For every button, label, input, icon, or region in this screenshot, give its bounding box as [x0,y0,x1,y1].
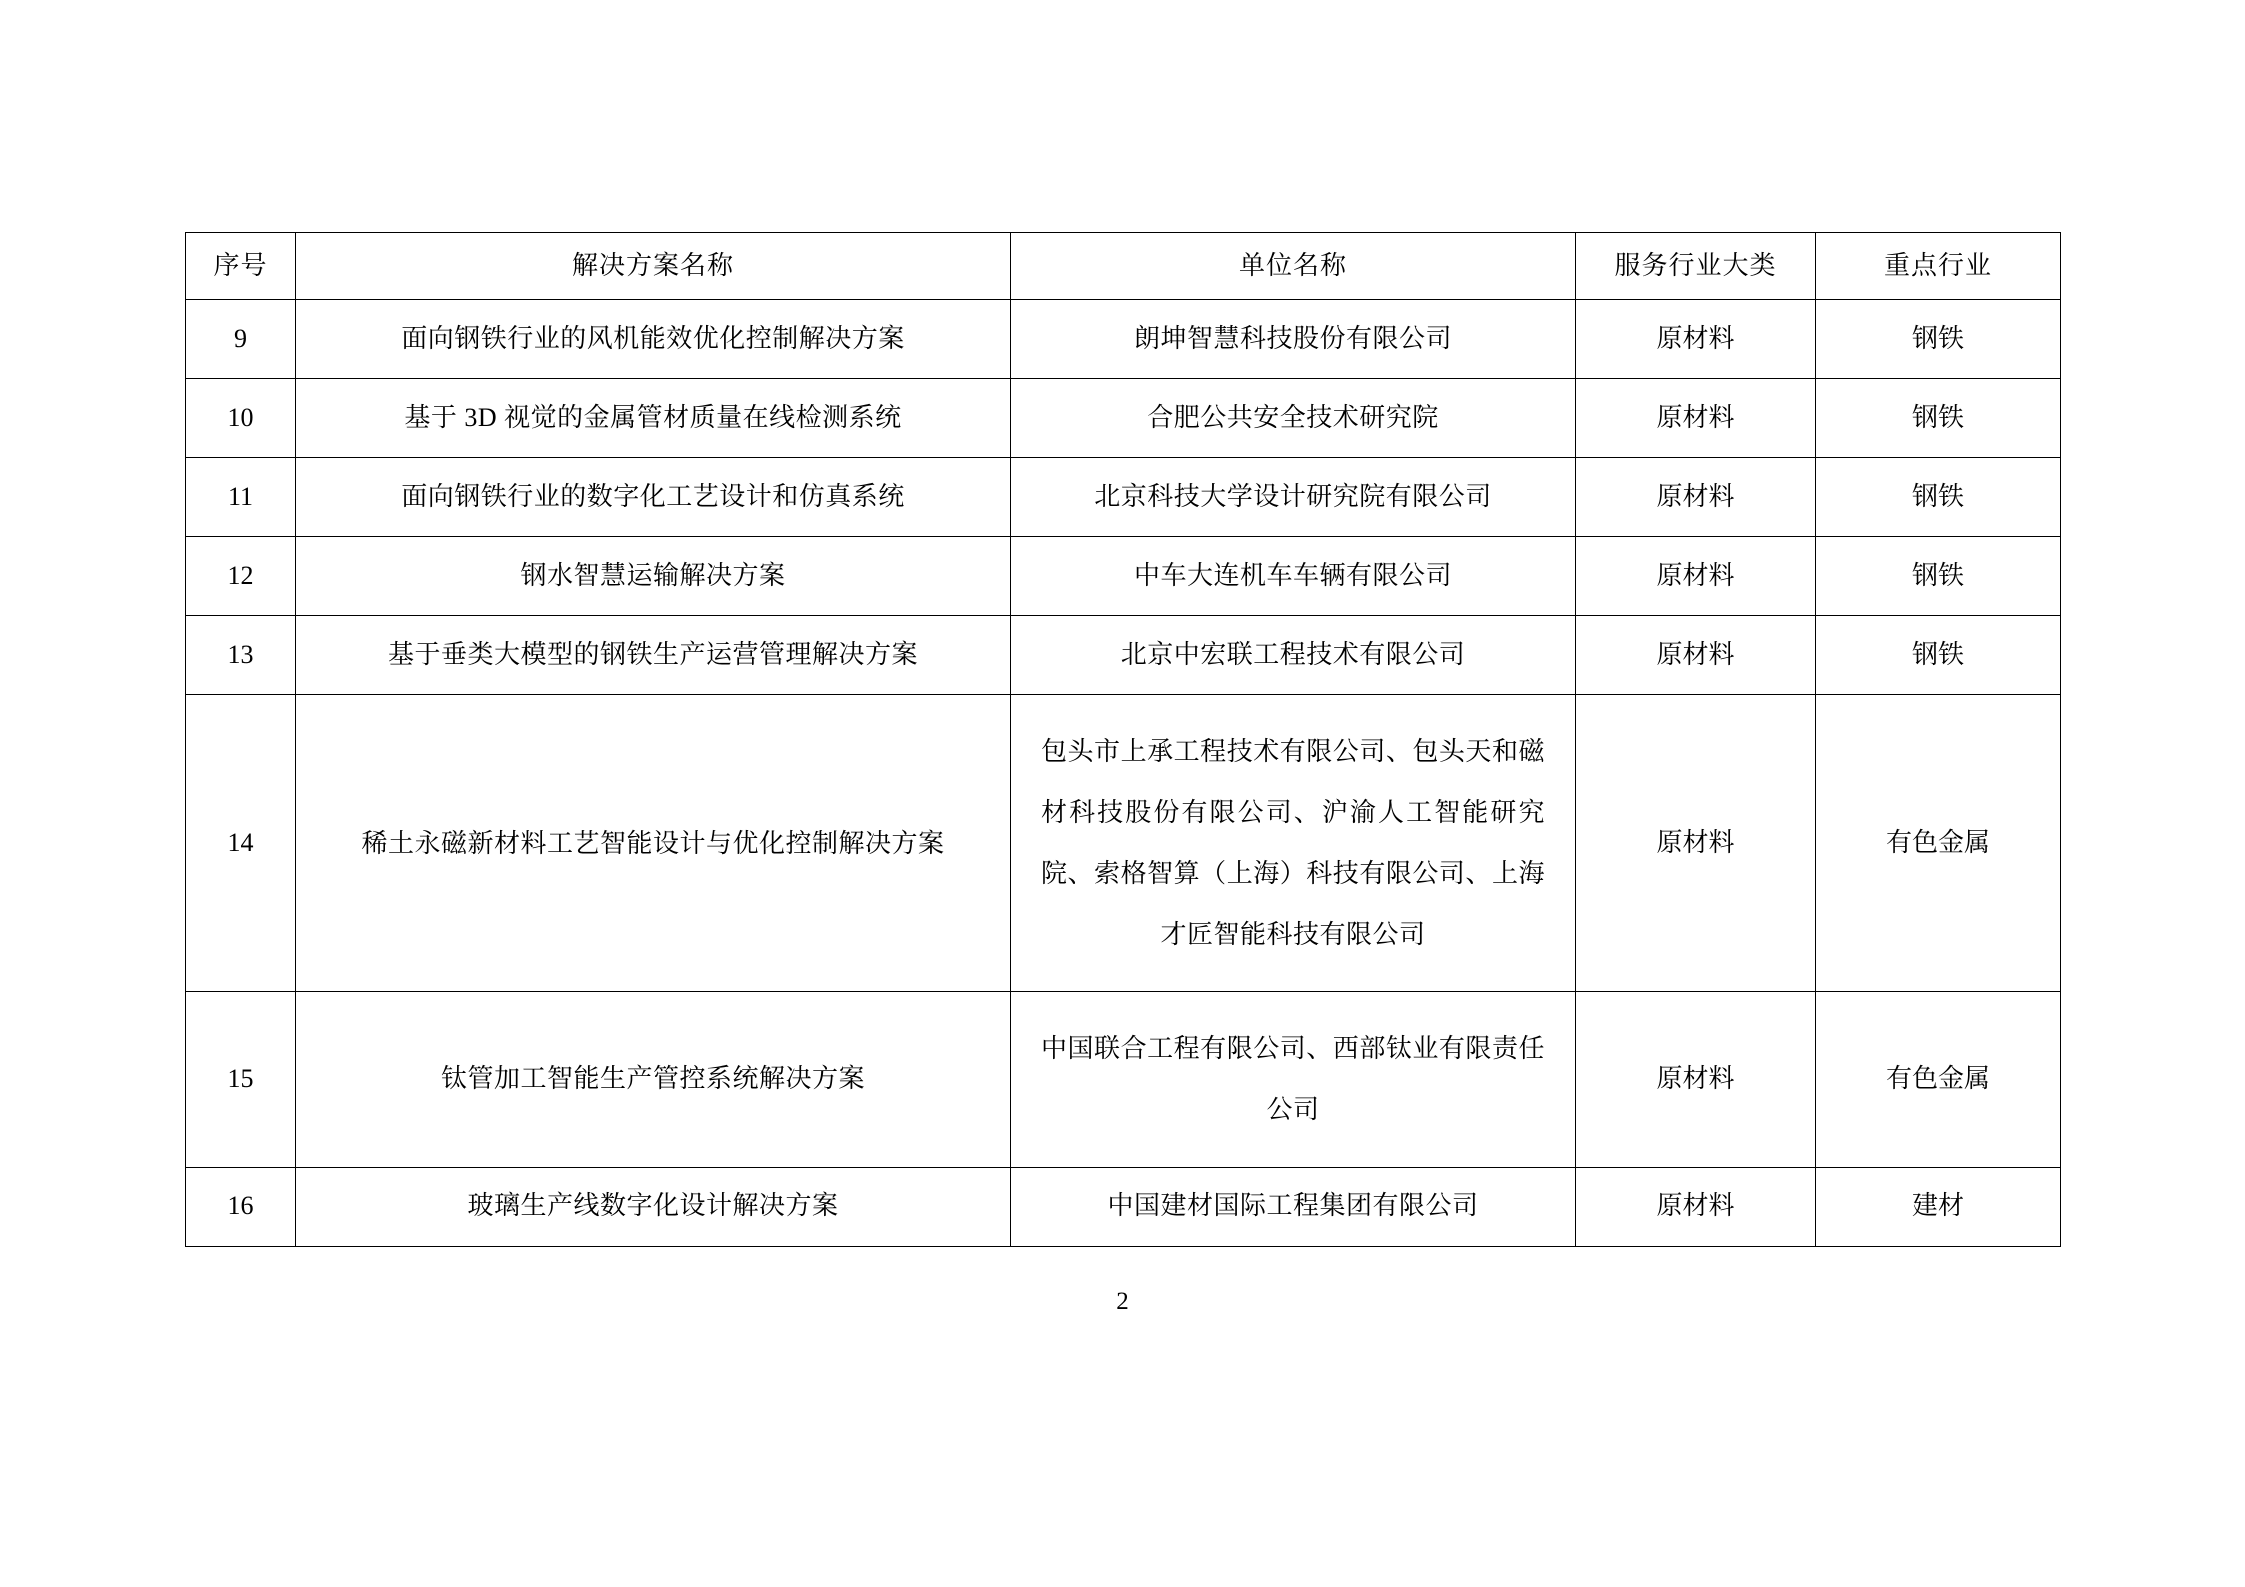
column-header-solution-name: 解决方案名称 [296,233,1011,300]
cell-key-industry: 钢铁 [1816,537,2061,616]
cell-solution-name-text: 稀土永磁新材料工艺智能设计与优化控制解决方案 [361,828,945,858]
cell-unit-name: 北京科技大学设计研究院有限公司 [1011,458,1576,537]
cell-unit-name: 朗坤智慧科技股份有限公司 [1011,300,1576,379]
table-header [186,233,2061,300]
cell-seq: 14 [186,695,296,992]
cell-key-industry: 建材 [1816,1167,2061,1246]
cell-solution-name: 玻璃生产线数字化设计解决方案 [296,1167,1011,1246]
cell-unit-name [1011,992,1576,1167]
cell-seq: 16 [186,1167,296,1246]
cell-industry-category: 原材料 [1576,458,1816,537]
table-body [186,300,2061,1247]
cell-solution-name: 基于 3D 视觉的金属管材质量在线检测系统 [296,379,1011,458]
cell-key-industry: 有色金属 [1816,695,2061,992]
table-row [186,458,2061,537]
cell-solution-name: 钛管加工智能生产管控系统解决方案 [296,992,1011,1167]
cell-seq: 13 [186,616,296,695]
cell-industry-category: 原材料 [1576,992,1816,1167]
table-row [186,992,2061,1167]
column-header-key-industry: 重点行业 [1816,233,2061,300]
cell-unit-name-text: 中国联合工程有限公司、西部钛业有限责任公司 [1041,1034,1545,1125]
column-header-seq: 序号 [186,233,296,300]
cell-solution-name [296,695,1011,992]
table-header-row [186,233,2061,300]
cell-unit-name-text: 包头市上承工程技术有限公司、包头天和磁材科技股份有限公司、沪渝人工智能研究院、索格智算（上海）科技有限公司、上海才匠智能科技有限公司 [1041,737,1545,950]
cell-industry-category: 原材料 [1576,695,1816,992]
cell-solution-name: 基于垂类大模型的钢铁生产运营管理解决方案 [296,616,1011,695]
table-row [186,616,2061,695]
cell-unit-name: 合肥公共安全技术研究院 [1011,379,1576,458]
cell-key-industry: 有色金属 [1816,992,2061,1167]
cell-seq: 12 [186,537,296,616]
page-number: 2 [1116,1288,1129,1315]
column-header-unit-name: 单位名称 [1011,233,1576,300]
solutions-table [185,232,2061,1247]
table-row [186,379,2061,458]
cell-industry-category: 原材料 [1576,379,1816,458]
cell-unit-name: 中国建材国际工程集团有限公司 [1011,1167,1576,1246]
column-header-industry-category: 服务行业大类 [1576,233,1816,300]
cell-seq: 11 [186,458,296,537]
cell-solution-name: 面向钢铁行业的数字化工艺设计和仿真系统 [296,458,1011,537]
cell-unit-name: 北京中宏联工程技术有限公司 [1011,616,1576,695]
cell-key-industry: 钢铁 [1816,300,2061,379]
cell-seq: 15 [186,992,296,1167]
table-row [186,300,2061,379]
table-row [186,537,2061,616]
table-row [186,1167,2061,1246]
table-row [186,695,2061,992]
cell-industry-category: 原材料 [1576,300,1816,379]
cell-industry-category: 原材料 [1576,537,1816,616]
cell-industry-category: 原材料 [1576,1167,1816,1246]
cell-key-industry: 钢铁 [1816,379,2061,458]
cell-seq: 10 [186,379,296,458]
cell-unit-name: 中车大连机车车辆有限公司 [1011,537,1576,616]
cell-solution-name: 钢水智慧运输解决方案 [296,537,1011,616]
cell-solution-name: 面向钢铁行业的风机能效优化控制解决方案 [296,300,1011,379]
cell-industry-category: 原材料 [1576,616,1816,695]
cell-key-industry: 钢铁 [1816,458,2061,537]
cell-key-industry: 钢铁 [1816,616,2061,695]
cell-unit-name [1011,695,1576,992]
cell-seq: 9 [186,300,296,379]
solutions-table-container [185,232,2060,1247]
